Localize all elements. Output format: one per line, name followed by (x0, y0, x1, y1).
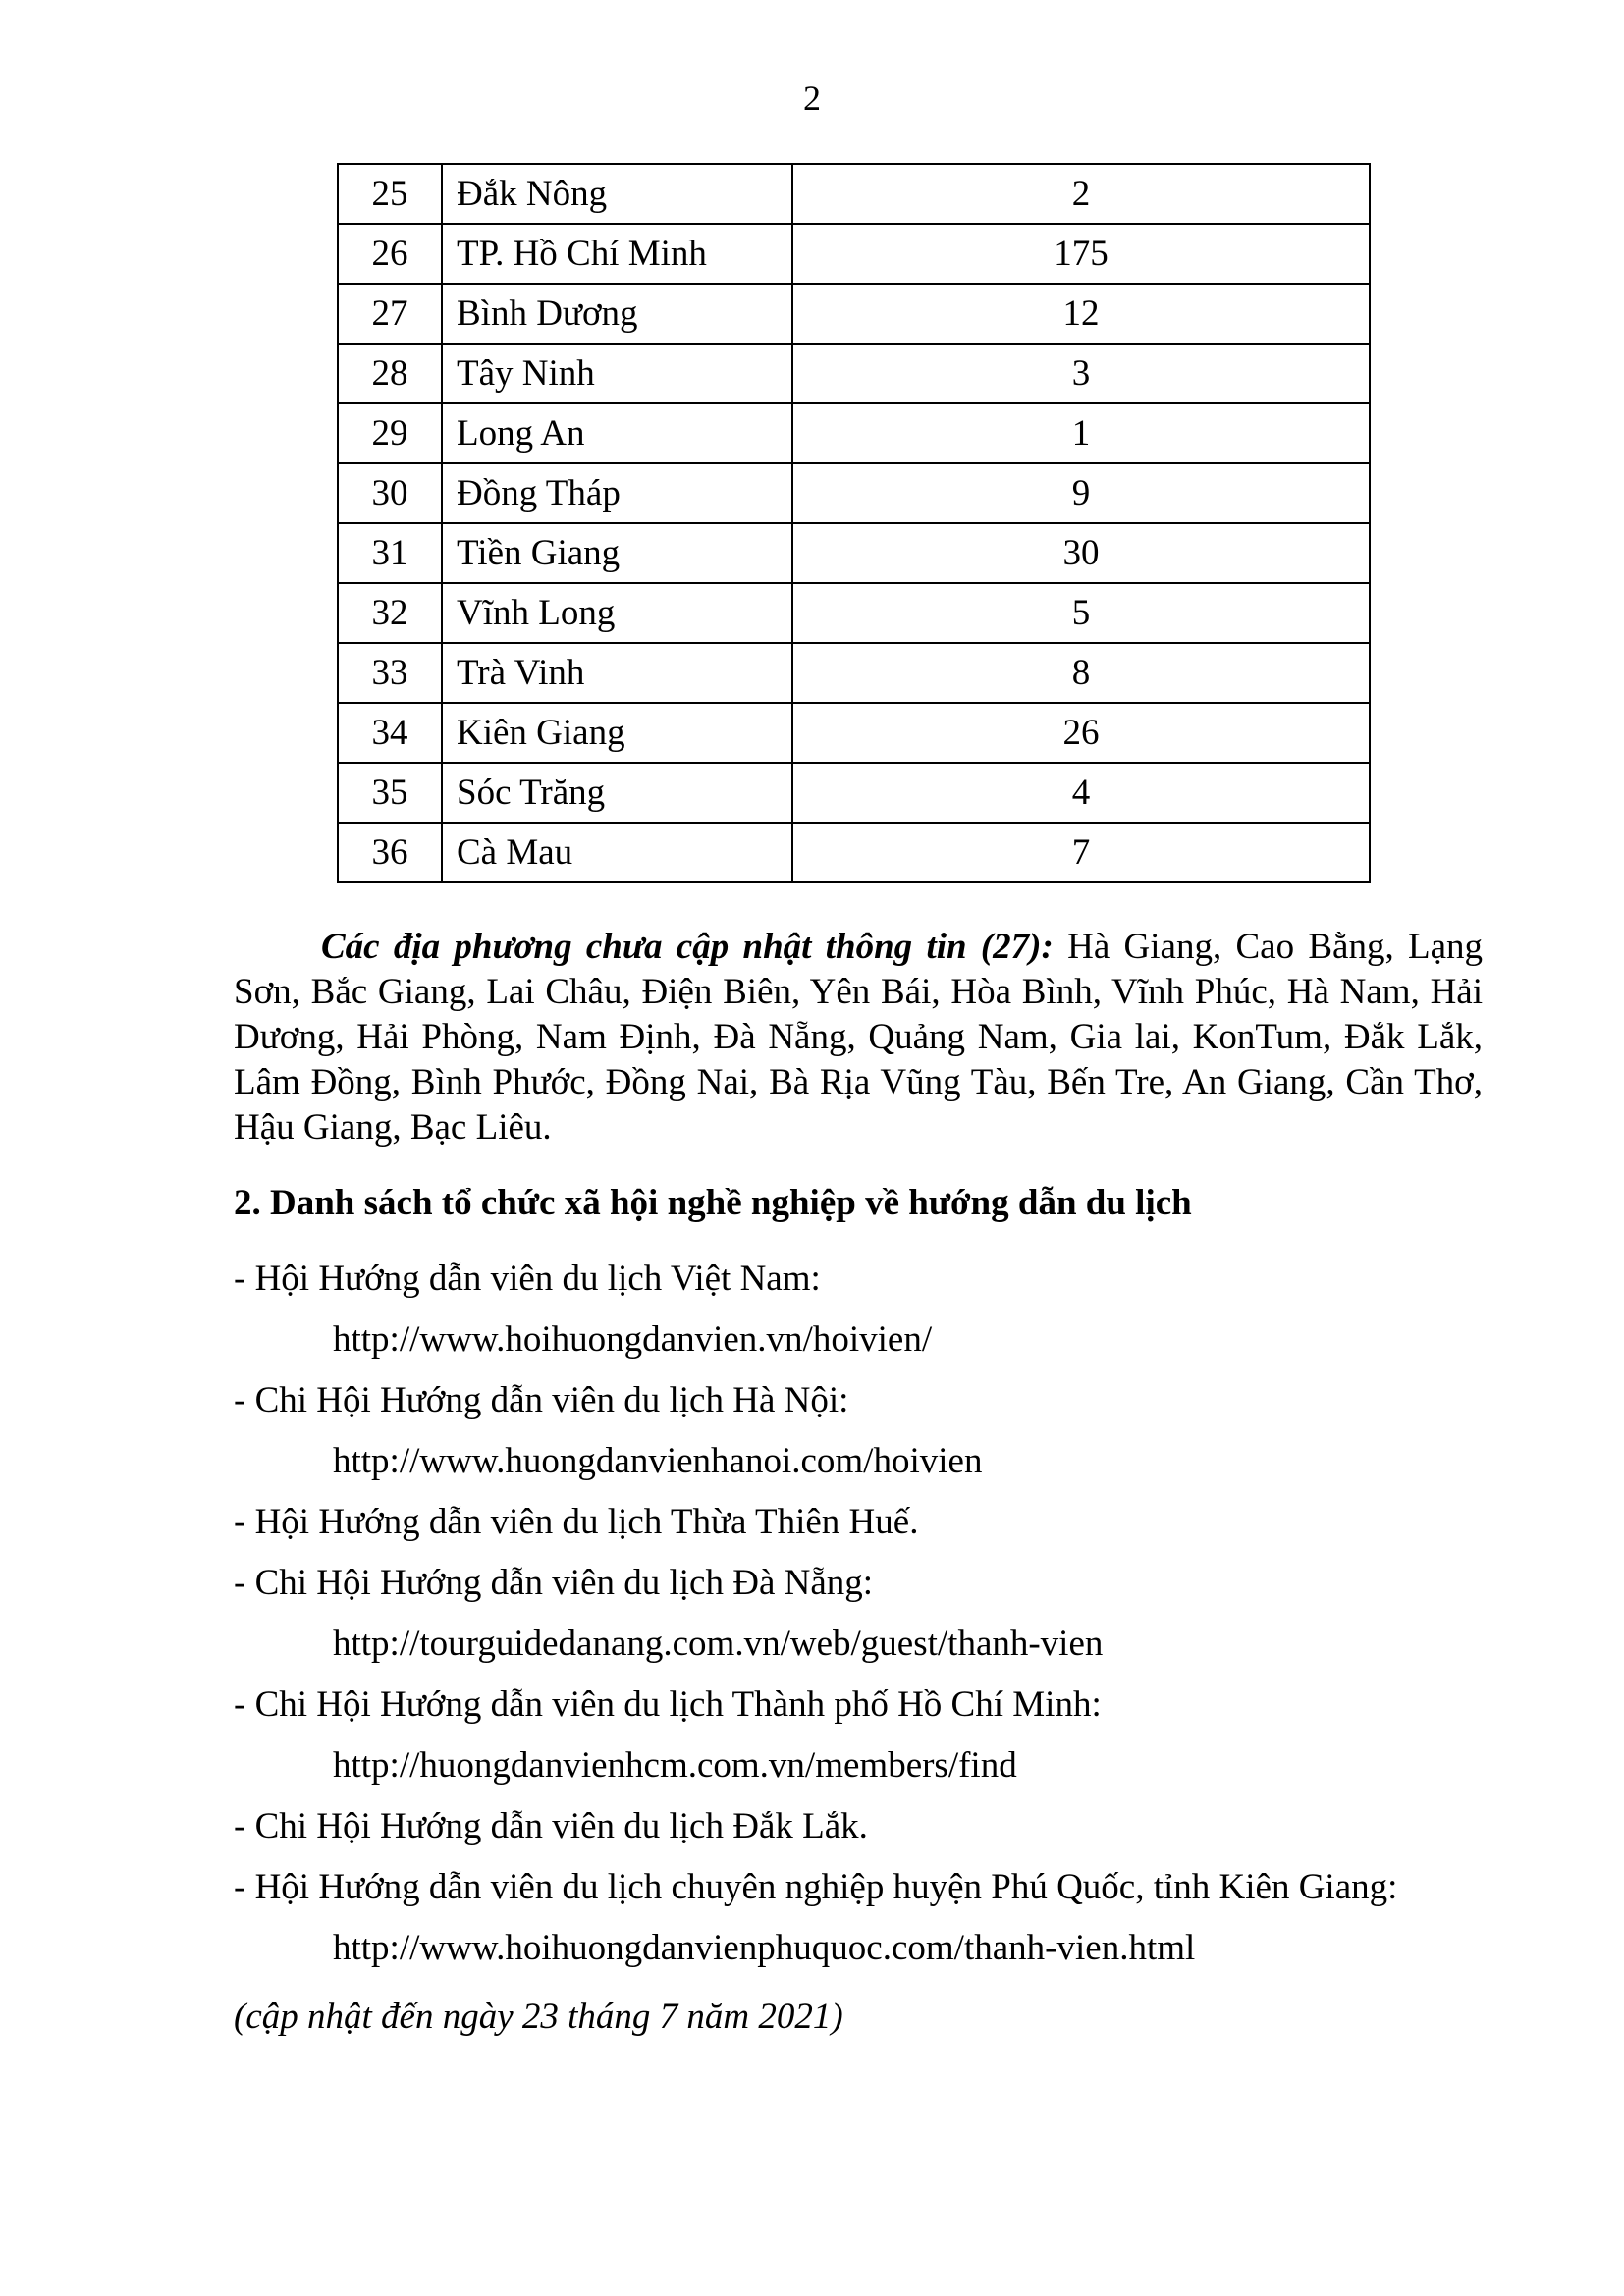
organization-item: - Hội Hướng dẫn viên du lịch Thừa Thiên Huế. (234, 1502, 919, 1542)
organization-item: - Chi Hội Hướng dẫn viên du lịch Hà Nội: (234, 1380, 849, 1420)
table-row (338, 164, 1370, 224)
table-row (338, 763, 1370, 823)
update-date-note: (cập nhật đến ngày 23 tháng 7 năm 2021) (234, 1997, 843, 2037)
row-number-cell: 31 (338, 523, 442, 583)
organization-member-link[interactable]: http://www.hoihuongdanvien.vn/hoivien/ (333, 1319, 933, 1360)
organization-item: - Hội Hướng dẫn viên du lịch chuyên nghiệp huyện Phú Quốc, tỉnh Kiên Giang: (234, 1867, 1398, 1907)
locality-name-cell: Trà Vinh (442, 643, 792, 703)
locality-name-cell: Bình Dương (442, 284, 792, 344)
table-row (338, 523, 1370, 583)
organization-item: - Chi Hội Hướng dẫn viên du lịch Đắk Lắk. (234, 1806, 868, 1846)
locality-name-cell: Cà Mau (442, 823, 792, 882)
table-row (338, 344, 1370, 403)
organization-member-link[interactable]: http://huongdanvienhcm.com.vn/members/find (333, 1745, 1017, 1786)
organization-list (234, 1256, 1510, 1987)
section-heading: 2. Danh sách tổ chức xã hội nghề nghiệp về hướng dẫn du lịch (234, 1183, 1192, 1223)
count-cell: 175 (792, 224, 1370, 284)
locality-name-cell: Kiên Giang (442, 703, 792, 763)
locality-name-cell: Long An (442, 403, 792, 463)
count-cell: 5 (792, 583, 1370, 643)
locality-name-cell: Đắk Nông (442, 164, 792, 224)
count-cell: 12 (792, 284, 1370, 344)
table-row (338, 703, 1370, 763)
organization-member-link[interactable]: http://www.hoihuongdanvienphuquoc.com/thanh-vien.html (333, 1928, 1196, 1968)
row-number-cell: 32 (338, 583, 442, 643)
table-row (338, 823, 1370, 882)
row-number-cell: 33 (338, 643, 442, 703)
table-row (338, 583, 1370, 643)
organization-item: - Chi Hội Hướng dẫn viên du lịch Thành phố Hồ Chí Minh: (234, 1684, 1102, 1725)
locality-name-cell: Đồng Tháp (442, 463, 792, 523)
table-body (338, 164, 1370, 882)
count-cell: 3 (792, 344, 1370, 403)
organization-member-link[interactable]: http://tourguidedanang.com.vn/web/guest/thanh-vien (333, 1624, 1104, 1664)
note-label: Các địa phương chưa cập nhật thông tin (27): (321, 927, 1054, 967)
page-number: 2 (803, 79, 821, 118)
row-number-cell: 27 (338, 284, 442, 344)
count-cell: 7 (792, 823, 1370, 882)
count-cell: 1 (792, 403, 1370, 463)
organization-item: - Chi Hội Hướng dẫn viên du lịch Đà Nẵng: (234, 1563, 874, 1603)
count-cell: 2 (792, 164, 1370, 224)
count-cell: 9 (792, 463, 1370, 523)
locality-count-table (337, 163, 1371, 883)
locality-name-cell: TP. Hồ Chí Minh (442, 224, 792, 284)
count-cell: 30 (792, 523, 1370, 583)
note-text: Hà Giang, Cao Bằng, Lạng Sơn, Bắc Giang, Lai Châu, Điện Biên, Yên Bái, Hòa Bình, Vĩnh Phúc, Hà Nam, Hải Dương, Hải Phòng, Nam Định, Đà Nẵng, Quảng Nam, Gia lai, KonTum, Đắk Lắk, Lâm Đồng, Bình Phước, Đồng Nai, Bà Rịa Vũng Tàu, Bến Tre, An Giang, Cần Thơ, Hậu Giang, Bạc Liêu. (234, 927, 1483, 1148)
table-row (338, 463, 1370, 523)
organization-item: - Hội Hướng dẫn viên du lịch Việt Nam: (234, 1258, 821, 1299)
row-number-cell: 28 (338, 344, 442, 403)
organization-member-link[interactable]: http://www.huongdanvienhanoi.com/hoivien (333, 1441, 983, 1481)
pending-localities-note (234, 925, 1483, 1150)
row-number-cell: 36 (338, 823, 442, 882)
count-cell: 26 (792, 703, 1370, 763)
locality-name-cell: Tây Ninh (442, 344, 792, 403)
table-row (338, 224, 1370, 284)
row-number-cell: 25 (338, 164, 442, 224)
locality-name-cell: Tiền Giang (442, 523, 792, 583)
count-cell: 4 (792, 763, 1370, 823)
locality-name-cell: Sóc Trăng (442, 763, 792, 823)
row-number-cell: 29 (338, 403, 442, 463)
row-number-cell: 34 (338, 703, 442, 763)
row-number-cell: 26 (338, 224, 442, 284)
table-row (338, 284, 1370, 344)
row-number-cell: 35 (338, 763, 442, 823)
table-row (338, 403, 1370, 463)
row-number-cell: 30 (338, 463, 442, 523)
count-cell: 8 (792, 643, 1370, 703)
table-row (338, 643, 1370, 703)
locality-name-cell: Vĩnh Long (442, 583, 792, 643)
